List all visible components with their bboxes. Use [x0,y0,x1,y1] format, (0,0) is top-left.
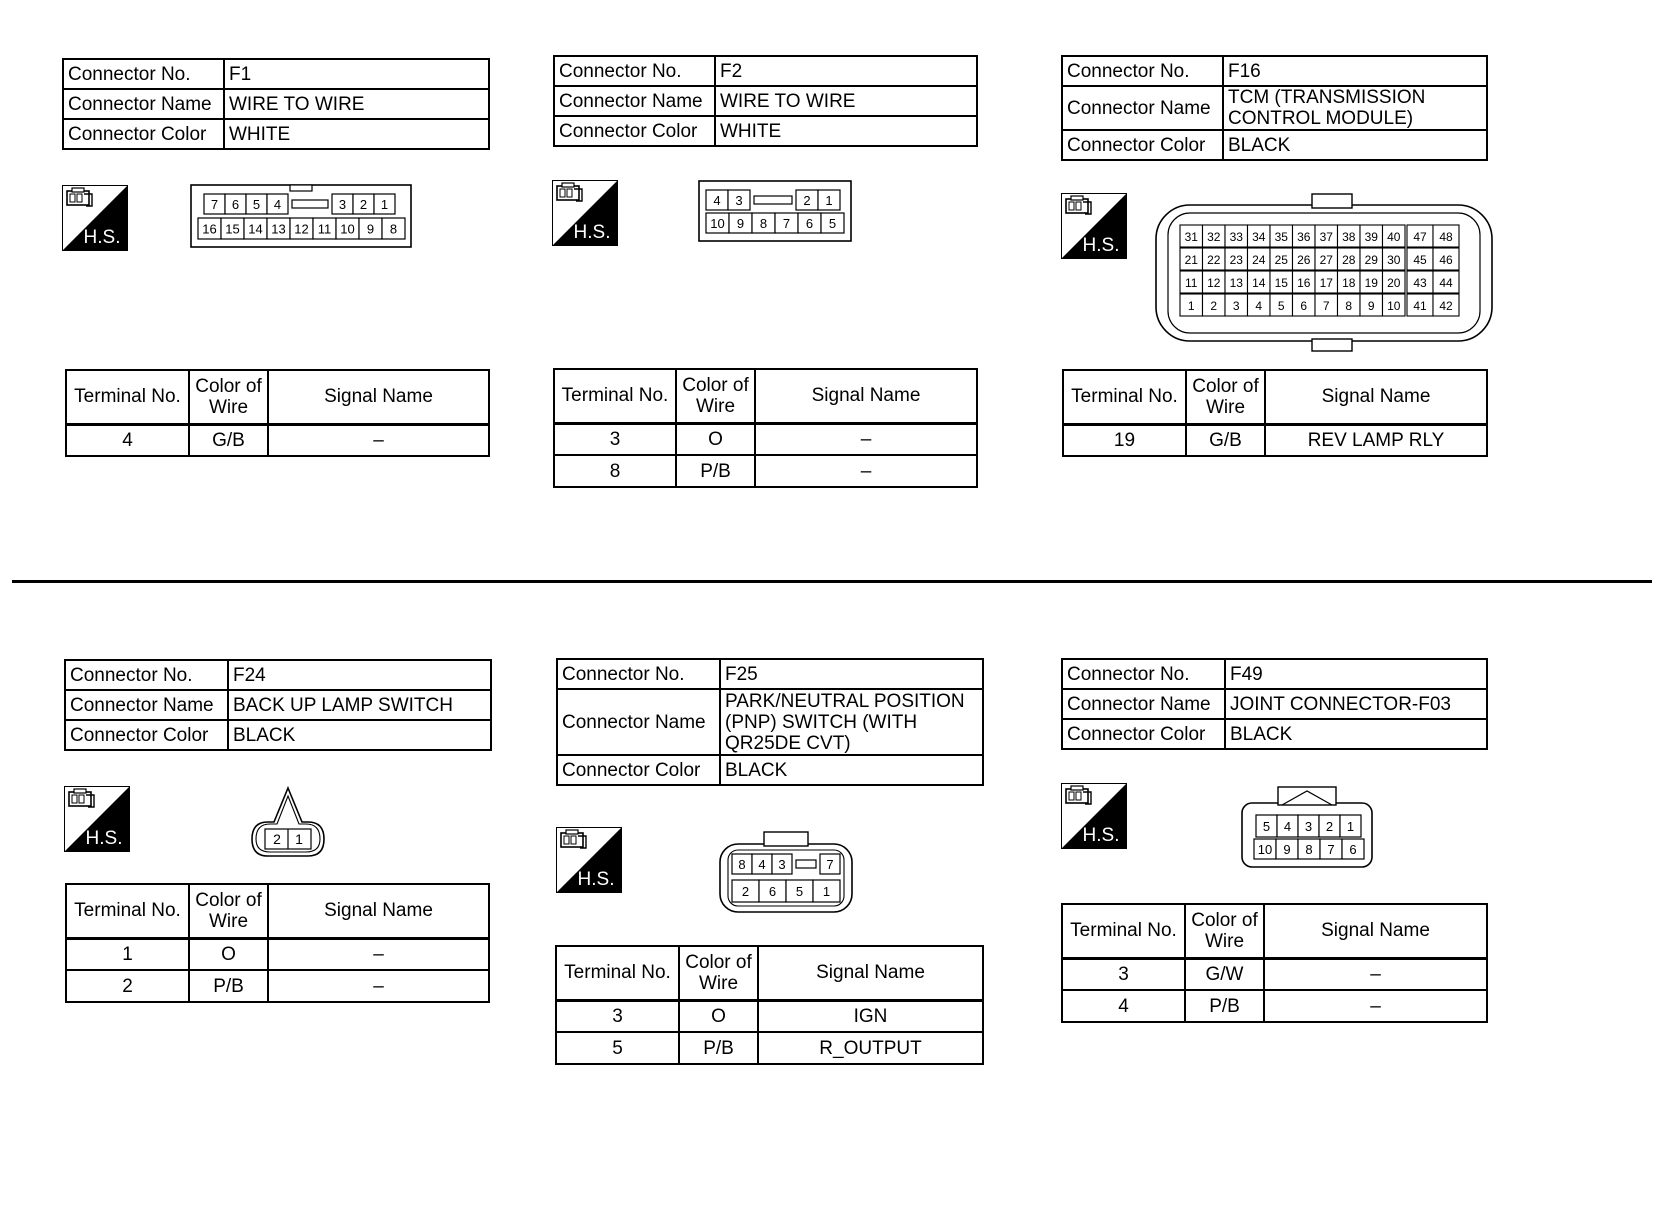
harness-side-icon [1061,783,1127,849]
pin-label: 11 [1185,276,1198,290]
pin-label: 6 [1300,299,1308,313]
terminal-header-row [1062,904,1487,958]
wire-color-header: Color of Wire [1185,904,1264,958]
signal-name-cell: – [755,455,977,487]
pin-label: 9 [366,221,375,237]
pin-label: 25 [1274,253,1288,267]
pin-label: 22 [1207,253,1221,267]
pin-label: 28 [1342,253,1356,267]
pin-label: 5 [1277,299,1285,313]
connector-name-label: Connector Name [1062,86,1223,130]
pin-label: 16 [202,221,217,237]
wire-color-header: Color of Wire [1186,370,1265,424]
pin-label: 1 [1187,299,1195,313]
signal-name-header: Signal Name [1265,370,1487,424]
terminal-no-header: Terminal No. [66,884,189,938]
pin-label: 3 [1232,299,1240,313]
terminal-no-cell: 8 [554,455,676,487]
pin-label: 23 [1229,253,1243,267]
harness-side-icon [552,180,618,246]
pin-label: 40 [1387,230,1401,244]
pin-label: 39 [1364,230,1378,244]
terminal-table [1062,369,1488,457]
pin-label: 3 [778,857,786,872]
pin-label: 1 [822,884,831,899]
pin-label: 27 [1319,253,1333,267]
pin-label: 8 [759,216,768,231]
terminal-row [556,1000,983,1032]
wire-color-cell: G/B [1186,424,1265,456]
terminal-no-cell: 2 [66,970,189,1002]
connector-pictogram-icon [1066,786,1091,804]
connector-color-row [63,119,489,149]
terminal-header-row [554,369,977,423]
pin-label: 6 [1349,842,1357,857]
connector-color-label: Connector Color [1062,719,1225,749]
connector-name-row [65,690,491,720]
signal-name-cell: – [268,938,489,970]
pin-label: 12 [1207,276,1221,290]
connector-info-table [553,55,978,147]
terminal-table [555,945,984,1065]
signal-name-cell: – [1264,958,1487,990]
connector-color-value: BLACK [1225,719,1487,749]
pin-label: 4 [758,857,766,872]
signal-name-header: Signal Name [268,884,489,938]
wire-color-header: Color of Wire [679,946,758,1000]
wire-color-cell: G/B [189,424,268,456]
pin-label: 24 [1252,253,1266,267]
pin-label: 10 [1257,842,1273,857]
wire-color-cell: P/B [679,1032,758,1064]
terminal-no-cell: 3 [1062,958,1185,990]
connector-color-row [1062,130,1487,160]
connector-name-value: JOINT CONNECTOR-F03 [1225,689,1487,719]
connector-pictogram-icon [557,183,582,201]
pin-label: 2 [741,884,750,899]
connector-no-label: Connector No. [1062,56,1223,86]
connector-face-diagram [698,180,852,242]
pin-label: 7 [210,197,219,212]
connector-no-value: F1 [224,59,489,89]
connector-name-label: Connector Name [1062,689,1225,719]
section-divider [12,580,1652,583]
pin-label: 46 [1439,253,1453,267]
pin-label: 30 [1387,253,1401,267]
connector-color-row [557,755,983,785]
signal-name-header: Signal Name [1264,904,1487,958]
connector-name-row [557,689,983,755]
pin-label: 10 [340,221,355,237]
pin-label: 2 [359,197,368,212]
connector-info-table [64,659,492,751]
terminal-table [65,883,490,1003]
connector-face-diagram [1154,193,1494,353]
terminal-row [556,1032,983,1064]
connector-color-value: BLACK [720,755,983,785]
connector-color-row [554,116,977,146]
pin-label: 15 [225,221,240,237]
terminal-no-header: Terminal No. [1063,370,1186,424]
pin-label: 3 [735,193,743,208]
connector-no-value: F16 [1223,56,1487,86]
connector-face-diagram [250,786,326,858]
hs-label: H.S. [1082,825,1120,846]
pin-label: 19 [1364,276,1378,290]
terminal-row [1063,424,1487,456]
terminal-row [554,423,977,455]
pin-label: 4 [1283,819,1292,834]
terminal-table [553,368,978,488]
pin-label: 1 [825,193,833,208]
harness-side-icon [64,786,130,852]
connector-name-row [1062,689,1487,719]
wire-color-cell: G/W [1185,958,1264,990]
connector-color-value: WHITE [224,119,489,149]
connector-color-label: Connector Color [557,755,720,785]
pin-label: 34 [1252,230,1266,244]
connector-name-label: Connector Name [557,689,720,755]
pin-label: 15 [1274,276,1288,290]
terminal-no-cell: 3 [556,1000,679,1032]
terminal-row [66,424,489,456]
pin-label: 13 [271,221,286,237]
terminal-row [1062,958,1487,990]
connector-no-row [1062,659,1487,689]
pin-label: 37 [1319,230,1333,244]
harness-side-icon [62,185,128,251]
connector-no-label: Connector No. [557,659,720,689]
pin-label: 9 [736,216,745,231]
wire-color-header: Color of Wire [676,369,755,423]
terminal-no-cell: 3 [554,423,676,455]
signal-name-cell: – [268,424,489,456]
connector-name-value: WIRE TO WIRE [224,89,489,119]
connector-no-label: Connector No. [63,59,224,89]
connector-color-row [1062,719,1487,749]
pin-label: 35 [1274,230,1288,244]
pin-label: 48 [1439,230,1453,244]
pin-label: 1 [295,831,303,847]
wire-color-cell: O [676,423,755,455]
connector-name-label: Connector Name [65,690,228,720]
pin-label: 2 [273,831,281,847]
wire-color-header: Color of Wire [189,884,268,938]
connector-color-row [65,720,491,750]
connector-name-value: BACK UP LAMP SWITCH [228,690,491,720]
pin-label: 7 [826,857,834,872]
pin-label: 8 [389,221,398,237]
pin-label: 5 [1262,819,1271,834]
connector-no-row [1062,56,1487,86]
pin-label: 21 [1184,253,1198,267]
connector-info-table [62,58,490,150]
hs-label: H.S. [85,828,123,849]
pin-label: 45 [1413,253,1427,267]
connector-face-diagram [718,830,854,914]
harness-side-icon [1061,193,1127,259]
connector-name-row [63,89,489,119]
connector-color-label: Connector Color [1062,130,1223,160]
connector-no-value: F25 [720,659,983,689]
terminal-no-cell: 5 [556,1032,679,1064]
pin-label: 18 [1342,276,1356,290]
terminal-row [554,455,977,487]
connector-color-value: BLACK [1223,130,1487,160]
pin-label: 4 [273,197,282,212]
pin-label: 4 [713,193,721,208]
pin-label: 33 [1229,230,1243,244]
connector-name-value: TCM (TRANSMISSION CONTROL MODULE) [1223,86,1487,130]
connector-info-table [1061,55,1488,161]
hs-label: H.S. [573,222,611,243]
signal-name-cell: – [268,970,489,1002]
pin-label: 44 [1439,276,1453,290]
terminal-no-cell: 19 [1063,424,1186,456]
terminal-no-header: Terminal No. [66,370,189,424]
pin-label: 6 [805,216,814,231]
pin-label: 11 [317,221,332,237]
connector-no-row [557,659,983,689]
terminal-no-cell: 1 [66,938,189,970]
pin-label: 16 [1297,276,1311,290]
connector-name-row [554,86,977,116]
connector-color-value: BLACK [228,720,491,750]
pin-label: 6 [231,197,240,212]
pin-label: 47 [1413,230,1427,244]
terminal-row [66,970,489,1002]
connector-no-row [65,660,491,690]
pin-label: 42 [1439,299,1453,313]
signal-name-cell: REV LAMP RLY [1265,424,1487,456]
hs-label: H.S. [83,227,121,248]
terminal-header-row [1063,370,1487,424]
terminal-row [66,938,489,970]
connector-pictogram-icon [1066,196,1091,214]
pin-label: 10 [710,216,725,231]
pin-label: 32 [1207,230,1221,244]
terminal-header-row [66,884,489,938]
wire-color-header: Color of Wire [189,370,268,424]
pin-label: 1 [380,197,389,212]
signal-name-cell: IGN [758,1000,983,1032]
wire-color-cell: O [679,1000,758,1032]
connector-no-value: F24 [228,660,491,690]
pin-label: 5 [828,216,837,231]
pin-label: 1 [1346,819,1355,834]
pin-label: 3 [338,197,347,212]
terminal-table [65,369,490,457]
connector-no-label: Connector No. [1062,659,1225,689]
connector-color-value: WHITE [715,116,977,146]
pin-label: 26 [1297,253,1311,267]
terminal-no-header: Terminal No. [556,946,679,1000]
connector-name-label: Connector Name [63,89,224,119]
connector-color-label: Connector Color [63,119,224,149]
signal-name-header: Signal Name [755,369,977,423]
pin-label: 36 [1297,230,1311,244]
pin-label: 5 [252,197,261,212]
pin-label: 9 [1283,842,1291,857]
pin-label: 5 [795,884,804,899]
connector-face-diagram [190,184,412,248]
pin-label: 7 [782,216,791,231]
pin-label: 20 [1387,276,1401,290]
pin-label: 7 [1327,842,1335,857]
pin-label: 8 [1305,842,1313,857]
connector-info-table [556,658,984,786]
signal-name-cell: – [755,423,977,455]
connector-face-diagram [1240,785,1374,869]
connector-no-value: F49 [1225,659,1487,689]
connector-name-label: Connector Name [554,86,715,116]
wire-color-cell: P/B [676,455,755,487]
connector-no-row [554,56,977,86]
pin-label: 2 [1325,819,1334,834]
connector-name-value: PARK/NEUTRAL POSITION (PNP) SWITCH (WITH QR25DE CVT) [720,689,983,755]
harness-side-icon [556,827,622,893]
pin-label: 4 [1255,299,1263,313]
terminal-no-cell: 4 [1062,990,1185,1022]
signal-name-header: Signal Name [268,370,489,424]
connector-name-row [1062,86,1487,130]
wire-color-cell: P/B [1185,990,1264,1022]
pin-label: 2 [803,193,811,208]
terminal-no-header: Terminal No. [554,369,676,423]
connector-color-label: Connector Color [554,116,715,146]
pin-label: 7 [1322,299,1330,313]
pin-label: 13 [1229,276,1243,290]
signal-name-cell: – [1264,990,1487,1022]
hs-label: H.S. [1082,235,1120,256]
connector-pictogram-icon [69,789,94,807]
pin-label: 43 [1413,276,1427,290]
terminal-table [1061,903,1488,1023]
hs-label: H.S. [577,869,615,890]
pin-label: 8 [1345,299,1353,313]
terminal-row [1062,990,1487,1022]
terminal-header-row [556,946,983,1000]
connector-no-label: Connector No. [65,660,228,690]
pin-label: 10 [1387,299,1401,313]
connector-name-value: WIRE TO WIRE [715,86,977,116]
pin-label: 14 [248,221,263,237]
signal-name-cell: R_OUTPUT [758,1032,983,1064]
pin-label: 17 [1319,276,1333,290]
pin-label: 38 [1342,230,1356,244]
connector-color-label: Connector Color [65,720,228,750]
connector-no-value: F2 [715,56,977,86]
pin-label: 9 [1367,299,1375,313]
pin-label: 29 [1364,253,1378,267]
terminal-no-header: Terminal No. [1062,904,1185,958]
pin-label: 41 [1413,299,1427,313]
connector-pictogram-icon [561,830,586,848]
pin-label: 2 [1210,299,1218,313]
wire-color-cell: O [189,938,268,970]
pin-label: 3 [1304,819,1313,834]
wire-color-cell: P/B [189,970,268,1002]
pin-label: 14 [1252,276,1266,290]
pin-label: 31 [1184,230,1198,244]
pin-label: 6 [768,884,777,899]
terminal-no-cell: 4 [66,424,189,456]
pin-label: 12 [294,221,309,237]
connector-no-label: Connector No. [554,56,715,86]
connector-info-table [1061,658,1488,750]
terminal-header-row [66,370,489,424]
connector-pictogram-icon [67,188,92,206]
signal-name-header: Signal Name [758,946,983,1000]
connector-no-row [63,59,489,89]
pin-label: 8 [738,857,746,872]
